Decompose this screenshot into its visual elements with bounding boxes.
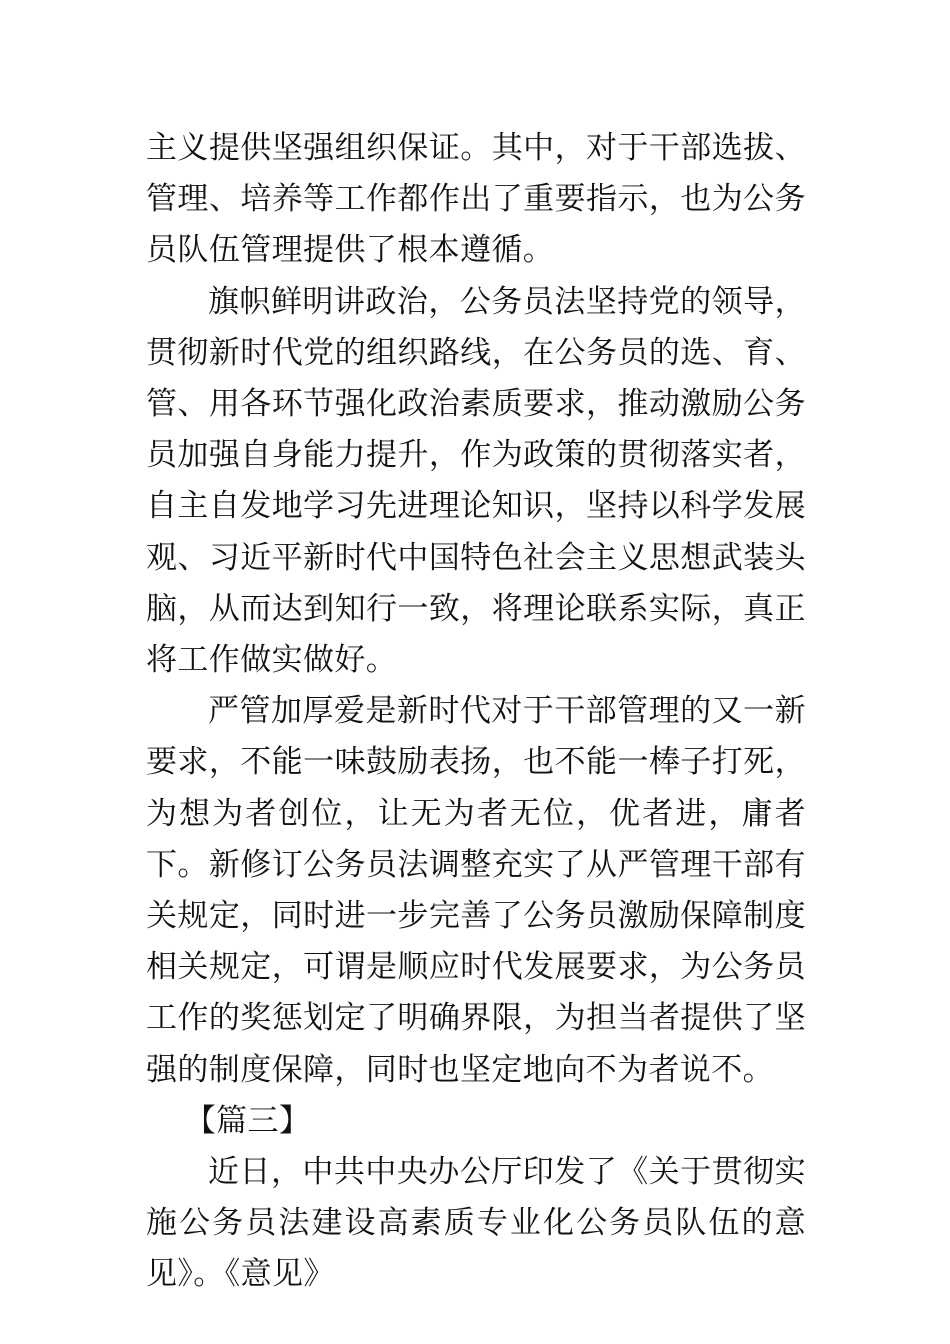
section-heading: 【篇三】	[184, 1102, 311, 1139]
paragraph-continued: 主义提供坚强组织保证。其中，对于干部选拔、管理、培养等工作都作出了重要指示，也为公务员队伍管理提供了根本遵循。	[146, 130, 806, 269]
paragraph-strict-management: 严管加厚爱是新时代对于干部管理的又一新要求，不能一味鼓励表扬，也不能一棒子打死，为想为者创位，让无为者无位，优者进，庸者下。新修订公务员法调整充实了从严管理干部有关规定，同时进一步完善了公务员激励保障制度相关规定，可谓是顺应时代发展要求，为公务员工作的奖惩划定了明确界限，为担当者提供了坚强的制度保障，同时也坚定地向不为者说不。	[146, 693, 806, 1088]
paragraph-opinion-intro: 近日，中共中央办公厅印发了《关于贯彻实施公务员法建设高素质专业化公务员队伍的意见》。《意见》	[146, 1154, 806, 1293]
document-body	[146, 123, 806, 1301]
paragraph-political-leadership: 旗帜鲜明讲政治，公务员法坚持党的领导，贯彻新时代党的组织路线，在公务员的选、育、管、用各环节强化政治素质要求，推动激励公务员加强自身能力提升，作为政策的贯彻落实者，自主自发地学习先进理论知识，坚持以科学发展观、习近平新时代中国特色社会主义思想武装头脑，从而达到知行一致，将理论联系实际，真正将工作做实做好。	[146, 283, 806, 679]
